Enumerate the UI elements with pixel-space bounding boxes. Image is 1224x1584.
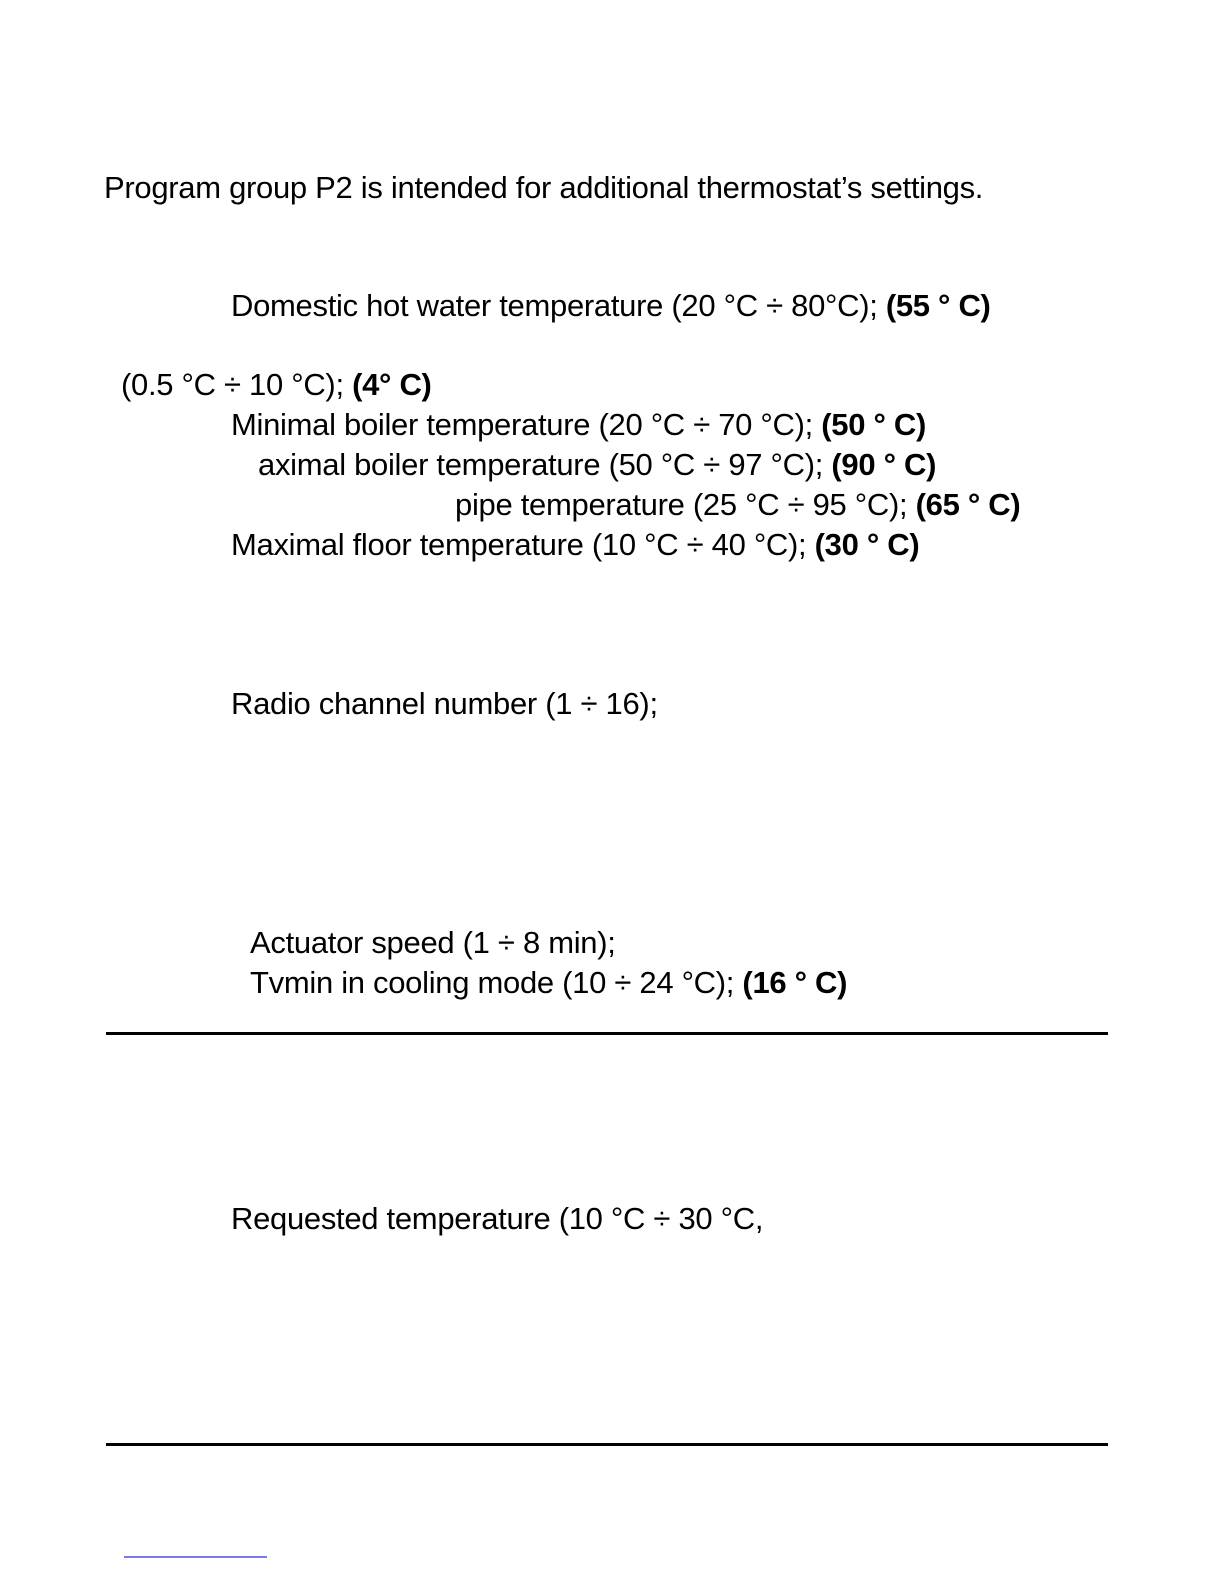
setting-label: Maximal floor temperature (10 °C ÷ 40 °C); [231, 527, 815, 562]
setting-min-boiler-temperature [231, 407, 926, 443]
divider-top [106, 1032, 1108, 1035]
divider-bottom [106, 1443, 1108, 1446]
intro-text: Program group P2 is intended for additional thermostat’s settings. [104, 170, 984, 205]
setting-label: aximal boiler temperature (50 °C ÷ 97 °C); [258, 447, 832, 482]
setting-label: Radio channel number (1 ÷ 16); [231, 686, 658, 721]
footer-link-underline [124, 1556, 267, 1558]
setting-default: (50 ° C) [821, 407, 927, 442]
setting-actuator-speed [250, 925, 616, 961]
setting-default: (65 ° C) [915, 487, 1021, 522]
setting-label: Actuator speed (1 ÷ 8 min); [250, 925, 616, 960]
setting-label: Minimal boiler temperature (20 °C ÷ 70 °C); [231, 407, 822, 442]
setting-requested-temperature [231, 1201, 763, 1237]
setting-tvmin-cooling [250, 965, 847, 1001]
setting-label: pipe temperature (25 °C ÷ 95 °C); [455, 487, 916, 522]
setting-radio-channel [231, 686, 658, 722]
setting-default: (16 ° C) [742, 965, 848, 1000]
setting-label: Domestic hot water temperature (20 °C ÷ 80°C); [231, 288, 886, 323]
setting-label: Tvmin in cooling mode (10 ÷ 24 °C); [250, 965, 743, 1000]
setting-max-boiler-temperature [258, 447, 936, 483]
setting-hysteresis [121, 367, 432, 403]
setting-label: (0.5 °C ÷ 10 °C); [121, 367, 353, 402]
setting-dhw-temperature [231, 288, 991, 324]
setting-default: (55 ° C) [885, 288, 991, 323]
setting-default: (90 ° C) [831, 447, 937, 482]
setting-pipe-temperature [455, 487, 1020, 523]
setting-max-floor-temperature [231, 527, 919, 563]
setting-default: (30 ° C) [814, 527, 920, 562]
setting-default: (4° C) [352, 367, 432, 402]
setting-label: Requested temperature (10 °C ÷ 30 °C, [231, 1201, 764, 1236]
